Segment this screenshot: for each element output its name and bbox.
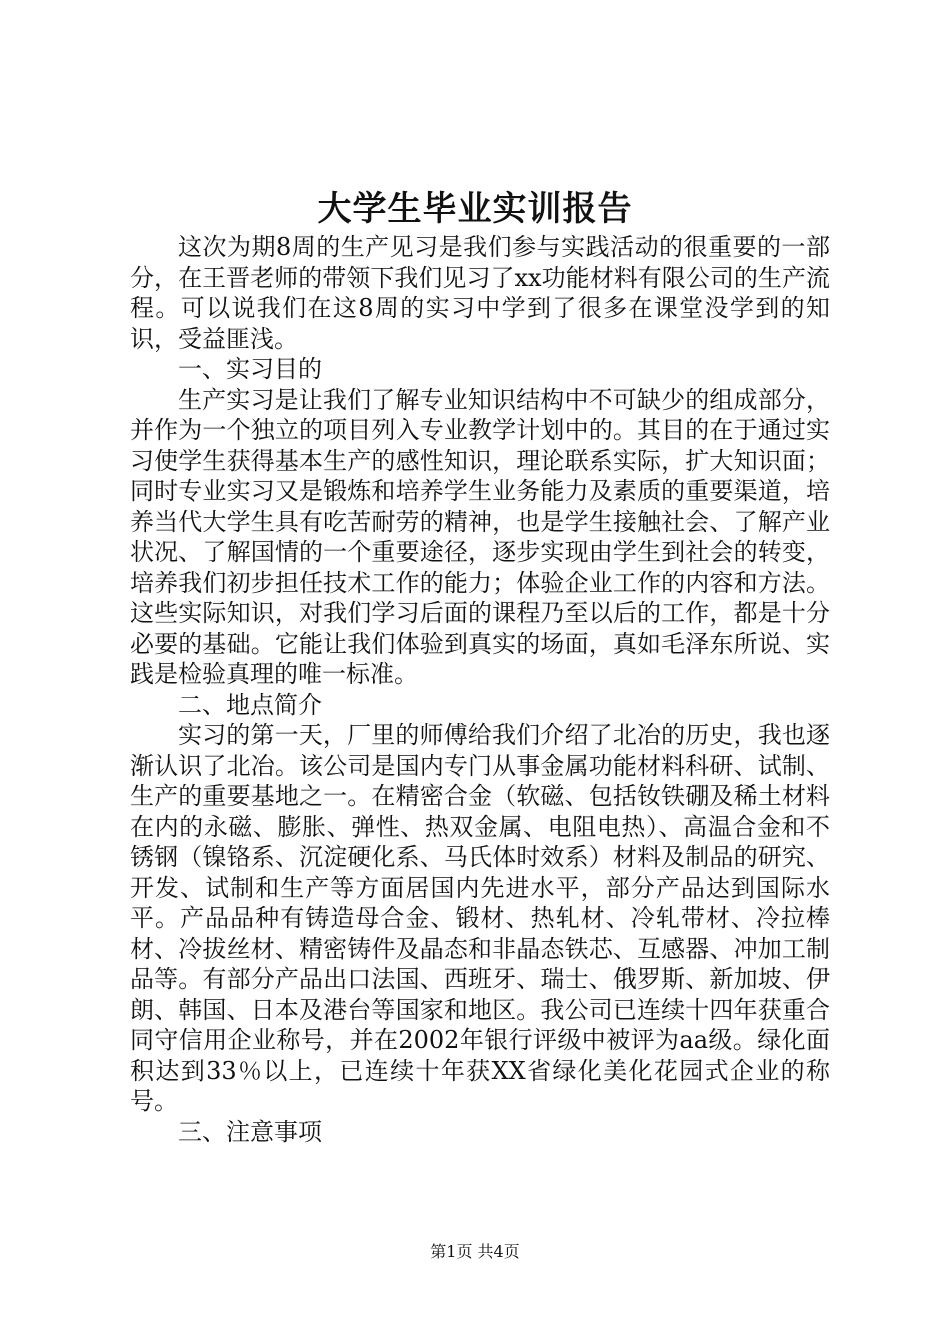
section-heading-location: 二、地点简介	[178, 690, 322, 719]
intro-paragraph: 这次为期8周的生产见习是我们参与实践活动的很重要的一部分，在王晋老师的带领下我们见习了xx功能材料有限公司的生产流程。可以说我们在这8周的实习中学到了很多在课堂没学到的知识，受益匪浅。	[130, 233, 830, 353]
page-footer: 第1页 共4页	[430, 1242, 520, 1261]
document-title: 大学生毕业实训报告	[317, 189, 633, 229]
purpose-paragraph: 生产实习是让我们了解专业知识结构中不可缺少的组成部分，并作为一个独立的项目列入专业教学计划中的。其目的在于通过实习使学生获得基本生产的感性知识，理论联系实际，扩大知识面；同时专业实习又是锻炼和培养学生业务能力及素质的重要渠道，培养当代大学生具有吃苦耐劳的精神，也是学生接触社会、了解产业状况、了解国情的一个重要途径，逐步实现由学生到社会的转变，培养我们初步担任技术工作的能力；体验企业工作的内容和方法。这些实际知识，对我们学习后面的课程乃至以后的工作，都是十分必要的基础。它能让我们体验到真实的场面，真如毛泽东所说、实践是检验真理的唯一标准。	[130, 385, 830, 688]
section-heading-notes: 三、注意事项	[178, 1117, 322, 1146]
location-paragraph: 实习的第一天，厂里的师傅给我们介绍了北冶的历史，我也逐渐认识了北冶。该公司是国内专门从事金属功能材料科研、试制、生产的重要基地之一。在精密合金（软磁、包括钕铁硼及稀土材料在内的永磁、膨胀、弹性、热双金属、电阻电热）、高温合金和不锈钢（镍铬系、沉淀硬化系、马氏体时效系）材料及制品的研究、开发、试制和生产等方面居国内先进水平，部分产品达到国际水平。产品品种有铸造母合金、锻材、热轧材、冷轧带材、冷拉棒材、冷拔丝材、精密铸件及晶态和非晶态铁芯、互感器、冲加工制品等。有部分产品出口法国、西班牙、瑞士、俄罗斯、新加坡、伊朗、韩国、日本及港台等国家和地区。我公司已连续十四年获重合同守信用企业称号，并在2002年银行评级中被评为aa级。绿化面积达到33％以上，已连续十年获XX省绿化美化花园式企业的称号。	[130, 721, 830, 1115]
section-heading-purpose: 一、实习目的	[178, 355, 322, 383]
document-body	[130, 232, 830, 1147]
